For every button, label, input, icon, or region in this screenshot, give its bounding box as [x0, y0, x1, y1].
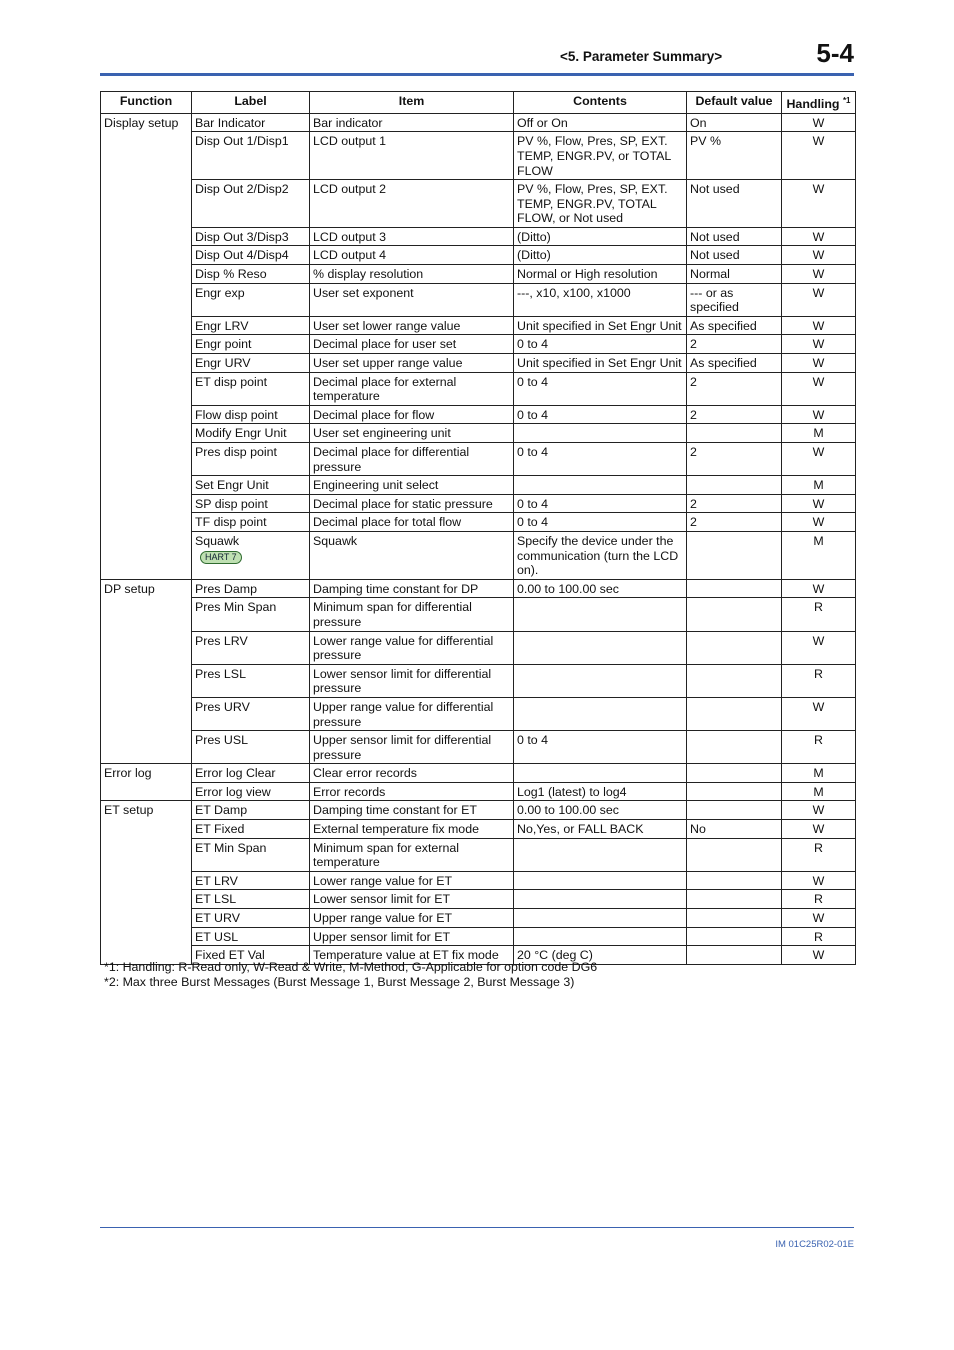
default-value-cell [687, 801, 782, 820]
table-row [101, 180, 856, 228]
handling-cell: W [782, 801, 856, 820]
label-cell: Disp % Reso [192, 265, 310, 284]
contents-cell: Normal or High resolution [514, 265, 687, 284]
contents-cell [514, 890, 687, 909]
default-value-cell [687, 631, 782, 664]
label-cell: SP disp point [192, 494, 310, 513]
default-value-cell: PV % [687, 132, 782, 180]
default-value-cell: 2 [687, 513, 782, 532]
section-title: <5. Parameter Summary> [560, 49, 723, 64]
table-row [101, 227, 856, 246]
default-value-cell: Not used [687, 246, 782, 265]
parameter-table [100, 91, 856, 965]
handling-cell: W [782, 820, 856, 839]
contents-cell [514, 764, 687, 783]
label-cell: Disp Out 1/Disp1 [192, 132, 310, 180]
contents-cell: ---, x10, x100, x1000 [514, 283, 687, 316]
label-cell: Flow disp point [192, 405, 310, 424]
item-cell: LCD output 2 [310, 180, 514, 228]
default-value-cell: As specified [687, 316, 782, 335]
item-cell: User set engineering unit [310, 424, 514, 443]
label-cell: Error log view [192, 782, 310, 801]
default-value-cell [687, 476, 782, 495]
default-value-cell [687, 927, 782, 946]
table-row [101, 579, 856, 598]
handling-cell: R [782, 890, 856, 909]
column-header-function: Function [101, 92, 192, 114]
handling-cell: W [782, 909, 856, 928]
contents-cell: 0 to 4 [514, 513, 687, 532]
item-cell: LCD output 3 [310, 227, 514, 246]
default-value-cell [687, 890, 782, 909]
label-cell: Pres LSL [192, 664, 310, 697]
default-value-cell [687, 909, 782, 928]
item-cell: Decimal place for flow [310, 405, 514, 424]
table-row [101, 494, 856, 513]
handling-cell: W [782, 227, 856, 246]
contents-cell: 0 to 4 [514, 443, 687, 476]
label-cell: ET Min Span [192, 838, 310, 871]
label-cell: Disp Out 4/Disp4 [192, 246, 310, 265]
default-value-cell [687, 697, 782, 730]
handling-cell: W [782, 579, 856, 598]
handling-cell: W [782, 354, 856, 373]
column-header-contents: Contents [514, 92, 687, 114]
table-row [101, 731, 856, 764]
label-cell: Pres Min Span [192, 598, 310, 631]
default-value-cell: 2 [687, 335, 782, 354]
item-cell: Lower range value for differential pressure [310, 631, 514, 664]
default-value-cell: Not used [687, 180, 782, 228]
contents-cell: No,Yes, or FALL BACK [514, 820, 687, 839]
label-cell: Engr LRV [192, 316, 310, 335]
label-cell: Engr URV [192, 354, 310, 373]
table-body [101, 113, 856, 964]
handling-cell: W [782, 405, 856, 424]
contents-cell: Specify the device under the communication (turn the LCD on). [514, 531, 687, 579]
label-cell: Engr exp [192, 283, 310, 316]
table-row [101, 598, 856, 631]
label-cell: Pres LRV [192, 631, 310, 664]
item-cell: Damping time constant for ET [310, 801, 514, 820]
label-text: Squawk [195, 533, 240, 548]
table-row [101, 265, 856, 284]
label-cell: Set Engr Unit [192, 476, 310, 495]
label-cell [192, 531, 310, 579]
default-value-cell: On [687, 113, 782, 132]
label-cell: Modify Engr Unit [192, 424, 310, 443]
handling-cell: M [782, 782, 856, 801]
table-row [101, 838, 856, 871]
default-value-cell [687, 871, 782, 890]
label-cell: ET Fixed [192, 820, 310, 839]
contents-cell [514, 927, 687, 946]
contents-cell [514, 424, 687, 443]
footnote-1: *1: Handling: R-Read only, W-Read & Write, M-Method, G-Applicable for option code DG6 [104, 960, 598, 974]
item-cell: Minimum span for external temperature [310, 838, 514, 871]
table-row [101, 871, 856, 890]
table-row [101, 782, 856, 801]
function-cell: Display setup [101, 113, 192, 579]
table-row [101, 424, 856, 443]
table-row [101, 697, 856, 730]
handling-cell: M [782, 531, 856, 579]
default-value-cell: No [687, 820, 782, 839]
item-cell: % display resolution [310, 265, 514, 284]
default-value-cell [687, 764, 782, 783]
table-row [101, 664, 856, 697]
column-header-item: Item [310, 92, 514, 114]
contents-cell [514, 664, 687, 697]
item-cell: User set lower range value [310, 316, 514, 335]
handling-cell: W [782, 513, 856, 532]
handling-cell: W [782, 132, 856, 180]
label-cell: ET USL [192, 927, 310, 946]
contents-cell: Log1 (latest) to log4 [514, 782, 687, 801]
footnote-2: *2: Max three Burst Messages (Burst Message 1, Burst Message 2, Burst Message 3) [104, 974, 575, 989]
contents-cell [514, 909, 687, 928]
label-cell: ET LRV [192, 871, 310, 890]
column-header-label: Label [192, 92, 310, 114]
hart7-badge: HART 7 [200, 551, 242, 564]
handling-cell: W [782, 946, 856, 965]
handling-cell: R [782, 598, 856, 631]
contents-cell: PV %, Flow, Pres, SP, EXT. TEMP, ENGR.PV, or TOTAL FLOW [514, 132, 687, 180]
contents-cell: PV %, Flow, Pres, SP, EXT. TEMP, ENGR.PV, TOTAL FLOW, or Not used [514, 180, 687, 228]
item-cell: Engineering unit select [310, 476, 514, 495]
table-row [101, 890, 856, 909]
item-cell: Bar indicator [310, 113, 514, 132]
label-cell: ET Damp [192, 801, 310, 820]
default-value-cell [687, 664, 782, 697]
table-row [101, 354, 856, 373]
handling-cell: W [782, 335, 856, 354]
item-cell: Upper range value for ET [310, 909, 514, 928]
contents-cell [514, 697, 687, 730]
handling-cell: R [782, 664, 856, 697]
item-cell: Clear error records [310, 764, 514, 783]
item-cell: Upper range value for differential pressure [310, 697, 514, 730]
default-value-cell: Not used [687, 227, 782, 246]
contents-cell: Unit specified in Set Engr Unit [514, 316, 687, 335]
function-cell: DP setup [101, 579, 192, 764]
handling-cell: W [782, 180, 856, 228]
default-value-cell: 2 [687, 494, 782, 513]
table-row [101, 513, 856, 532]
table-row [101, 372, 856, 405]
contents-cell [514, 476, 687, 495]
default-value-cell: 2 [687, 372, 782, 405]
contents-cell: (Ditto) [514, 227, 687, 246]
label-cell: Bar Indicator [192, 113, 310, 132]
handling-cell: R [782, 927, 856, 946]
table-row [101, 335, 856, 354]
contents-cell [514, 871, 687, 890]
label-cell: Pres URV [192, 697, 310, 730]
column-header-default-value: Default value [687, 92, 782, 114]
default-value-cell: Normal [687, 265, 782, 284]
handling-cell: W [782, 443, 856, 476]
default-value-cell [687, 838, 782, 871]
table-row [101, 909, 856, 928]
contents-cell: 0 to 4 [514, 405, 687, 424]
page-number: 5-4 [816, 38, 854, 68]
document-id: IM 01C25R02-01E [775, 1239, 854, 1250]
default-value-cell [687, 731, 782, 764]
item-cell: Decimal place for total flow [310, 513, 514, 532]
label-cell: Disp Out 2/Disp2 [192, 180, 310, 228]
table-row [101, 113, 856, 132]
contents-cell: 0 to 4 [514, 372, 687, 405]
contents-cell: 0.00 to 100.00 sec [514, 579, 687, 598]
label-cell: TF disp point [192, 513, 310, 532]
table-row [101, 132, 856, 180]
table-row [101, 316, 856, 335]
default-value-cell [687, 782, 782, 801]
label-cell: ET disp point [192, 372, 310, 405]
handling-cell: M [782, 476, 856, 495]
footnotes [104, 960, 597, 989]
handling-cell: W [782, 494, 856, 513]
default-value-cell [687, 946, 782, 965]
label-cell: Pres Damp [192, 579, 310, 598]
handling-cell: R [782, 838, 856, 871]
default-value-cell: --- or as specified [687, 283, 782, 316]
item-cell: Decimal place for differential pressure [310, 443, 514, 476]
handling-cell: W [782, 372, 856, 405]
footnote-ref: *1 [842, 96, 851, 105]
item-cell: Damping time constant for DP [310, 579, 514, 598]
contents-cell [514, 598, 687, 631]
header-divider [100, 73, 854, 76]
function-cell: ET setup [101, 801, 192, 964]
contents-cell: 0.00 to 100.00 sec [514, 801, 687, 820]
item-cell: User set upper range value [310, 354, 514, 373]
contents-cell: Off or On [514, 113, 687, 132]
label-cell: Pres USL [192, 731, 310, 764]
contents-cell: 0 to 4 [514, 335, 687, 354]
label-cell: Engr point [192, 335, 310, 354]
table-row [101, 405, 856, 424]
handling-cell: M [782, 424, 856, 443]
item-cell: Decimal place for user set [310, 335, 514, 354]
handling-cell: W [782, 631, 856, 664]
default-value-cell [687, 598, 782, 631]
handling-header-text: Handling [786, 97, 840, 112]
table-row [101, 801, 856, 820]
label-cell: ET LSL [192, 890, 310, 909]
label-cell: Error log Clear [192, 764, 310, 783]
default-value-cell [687, 531, 782, 579]
handling-cell: W [782, 265, 856, 284]
item-cell: Decimal place for external temperature [310, 372, 514, 405]
item-cell: Lower range value for ET [310, 871, 514, 890]
default-value-cell [687, 424, 782, 443]
function-cell: Error log [101, 764, 192, 801]
item-cell: Upper sensor limit for differential pressure [310, 731, 514, 764]
default-value-cell: 2 [687, 405, 782, 424]
contents-cell: 0 to 4 [514, 494, 687, 513]
handling-cell: M [782, 764, 856, 783]
default-value-cell [687, 579, 782, 598]
item-cell: Upper sensor limit for ET [310, 927, 514, 946]
item-cell: External temperature fix mode [310, 820, 514, 839]
table-row [101, 631, 856, 664]
item-cell: LCD output 4 [310, 246, 514, 265]
item-cell: Lower sensor limit for differential pressure [310, 664, 514, 697]
handling-cell: W [782, 316, 856, 335]
table-row [101, 927, 856, 946]
handling-cell: R [782, 731, 856, 764]
footer-divider [100, 1227, 854, 1228]
item-cell: User set exponent [310, 283, 514, 316]
item-cell: Lower sensor limit for ET [310, 890, 514, 909]
handling-cell: W [782, 246, 856, 265]
label-cell: ET URV [192, 909, 310, 928]
contents-cell [514, 838, 687, 871]
table-header [101, 92, 856, 114]
default-value-cell: 2 [687, 443, 782, 476]
table-row [101, 820, 856, 839]
contents-cell: Unit specified in Set Engr Unit [514, 354, 687, 373]
item-cell: Temperature value at ET fix mode [310, 946, 514, 965]
handling-cell: W [782, 697, 856, 730]
item-cell: LCD output 1 [310, 132, 514, 180]
contents-cell: (Ditto) [514, 246, 687, 265]
contents-cell: 0 to 4 [514, 731, 687, 764]
table-row [101, 246, 856, 265]
table-row [101, 283, 856, 316]
label-cell: Fixed ET Val [192, 946, 310, 965]
table-row [101, 476, 856, 495]
handling-cell: W [782, 283, 856, 316]
label-cell: Disp Out 3/Disp3 [192, 227, 310, 246]
item-cell: Minimum span for differential pressure [310, 598, 514, 631]
default-value-cell: As specified [687, 354, 782, 373]
item-cell: Squawk [310, 531, 514, 579]
table-row [101, 531, 856, 579]
column-header-handling [782, 92, 856, 114]
item-cell: Error records [310, 782, 514, 801]
contents-cell: 20 °C (deg C) [514, 946, 687, 965]
item-cell: Decimal place for static pressure [310, 494, 514, 513]
table-row [101, 764, 856, 783]
contents-cell [514, 631, 687, 664]
handling-cell: W [782, 871, 856, 890]
handling-cell: W [782, 113, 856, 132]
label-cell: Pres disp point [192, 443, 310, 476]
table-row [101, 443, 856, 476]
